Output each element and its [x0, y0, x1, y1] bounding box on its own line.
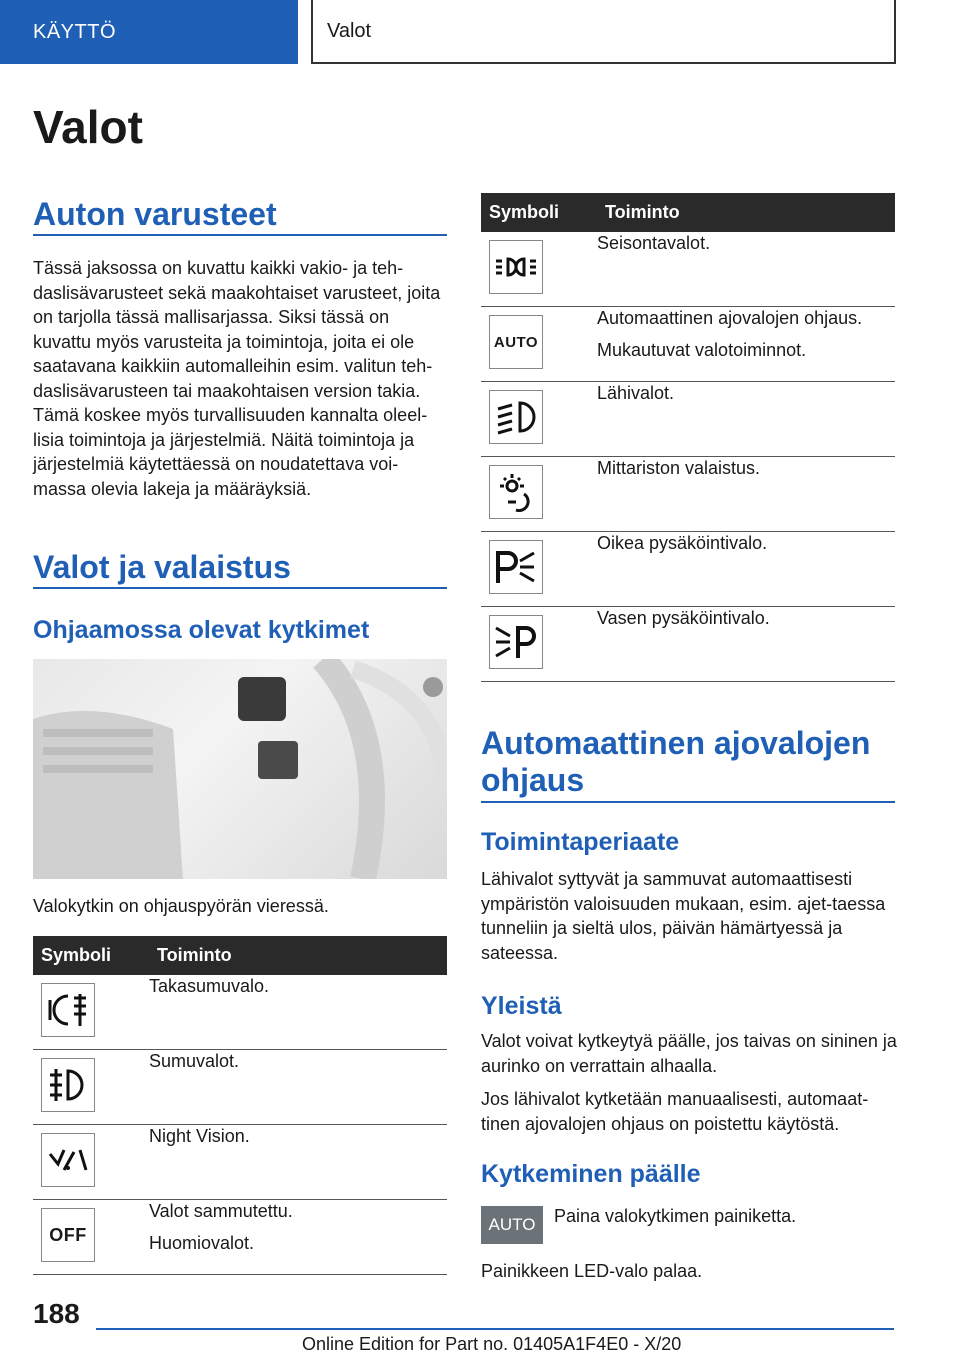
low-beam-icon	[489, 390, 543, 444]
heading-rule	[33, 234, 447, 236]
table-row	[481, 457, 895, 532]
yleista-paragraph-1: Valot voivat kytkeytyä päälle, jos taivas on sininen ja aurinko on verrattain alhaalla.	[481, 1031, 897, 1076]
auto-icon	[489, 315, 543, 369]
page-title: Valot	[33, 101, 143, 153]
auto-icon-label: AUTO	[493, 333, 539, 351]
heading-rule	[33, 587, 447, 589]
rear-fog-light-icon	[41, 983, 95, 1037]
table-row	[33, 1050, 447, 1125]
header-chapter-label: Valot	[327, 19, 372, 42]
table-row	[33, 975, 447, 1050]
led-paragraph: Painikkeen LED-valo palaa.	[481, 1261, 703, 1281]
function-text: Huomiovalot.	[149, 1233, 255, 1253]
photo-caption: Valokytkin on ohjauspyörän vieressä.	[33, 896, 329, 916]
toimintaperiaate-paragraph: Lähivalot syttyvät ja sammuvat automaattisesti ympäristön valoisuuden mukaan, esim. ajet-taessa tunneliin ja sieltä ulos, päivän hämärtyessä ja sateessa.	[481, 869, 886, 963]
heading-auto-line1: Automaattinen ajovalojen	[481, 725, 871, 761]
heading-valot-ja-valaistus: Valot ja valaistus	[33, 549, 291, 585]
function-text: Seisontavalot.	[597, 233, 711, 253]
function-text: Mukautuvat valotoiminnot.	[597, 340, 807, 360]
intro-paragraph: Tässä jaksossa on kuvattu kaikki vakio- ja teh-daslisävarusteet sekä maakohtaiset varusteet, joita on tarjolla tässä mallisarjassa. Siksi tässä on kuvattu myös varusteita ja toimintoja, joita ei ole saatavana kaikkiin automalleihin esim. valitun teh-daslisävarusteen tai maakohtaisen version takia. Tämä koskee myös turvallisuuden kannalta oleel-lisia toimintoja ja järjestelmiä. Näitä toimintoja ja järjestelmiä käytettäessä on noudatettava voi-massa olevia lakeja ja määräyksiä.	[33, 258, 441, 499]
left-parking-light-icon	[489, 615, 543, 669]
footer-rule	[96, 1328, 894, 1330]
cockpit-illustration	[33, 659, 447, 879]
heading-yleista: Yleistä	[481, 992, 562, 1020]
parking-lights-icon	[489, 240, 543, 294]
fog-lights-icon	[41, 1058, 95, 1112]
page-number: 188	[33, 1298, 80, 1329]
table-row	[33, 1200, 447, 1275]
paina-paragraph: Paina valokytkimen painiketta.	[554, 1206, 797, 1226]
light-switch-photo	[33, 659, 447, 879]
heading-toimintaperiaate: Toimintaperiaate	[481, 828, 680, 856]
switch-symbol-table	[33, 936, 447, 1275]
table-row	[481, 232, 895, 307]
night-vision-icon	[41, 1133, 95, 1187]
right-parking-light-icon	[489, 540, 543, 594]
function-text: Lähivalot.	[597, 383, 675, 403]
function-text: Automaattinen ajovalojen ohjaus.	[597, 308, 863, 328]
col-function: Toiminto	[597, 193, 895, 232]
table-row	[481, 382, 895, 457]
footer-text: Online Edition for Part no. 01405A1F4E0 - X/20	[302, 1334, 682, 1354]
auto-button-icon	[481, 1206, 543, 1244]
function-text: Oikea pysäköintivalo.	[597, 533, 768, 553]
function-text: Sumuvalot.	[149, 1051, 240, 1071]
table-row	[481, 607, 895, 682]
heading-auto-line2: ohjaus	[481, 762, 585, 798]
yleista-paragraph-2: Jos lähivalot kytketään manuaalisesti, automaat-tinen ajovalojen ohjaus on poistettu käytöstä.	[481, 1089, 869, 1134]
light-symbol-table	[481, 193, 895, 682]
heading-auton-varusteet: Auton varusteet	[33, 196, 277, 232]
function-text: Mittariston valaistus.	[597, 458, 761, 478]
instrument-lighting-icon	[489, 465, 543, 519]
off-icon-label: OFF	[49, 1224, 87, 1245]
header-section	[0, 0, 298, 64]
function-text: Takasumuvalo.	[149, 976, 270, 996]
heading-rule	[481, 801, 895, 803]
table-row	[33, 1125, 447, 1200]
header-section-label: KÄYTTÖ	[33, 20, 117, 43]
function-text: Vasen pysäköintivalo.	[597, 608, 770, 628]
function-text: Valot sammutettu.	[149, 1201, 293, 1221]
table-row	[481, 307, 895, 382]
function-text: Night Vision.	[149, 1126, 250, 1146]
heading-ohjaamossa: Ohjaamossa olevat kytkimet	[33, 616, 370, 644]
off-icon	[41, 1208, 95, 1262]
auto-button-label: AUTO	[488, 1215, 536, 1234]
col-symbol: Symboli	[481, 193, 597, 232]
header-chapter	[311, 0, 896, 64]
table-row	[481, 532, 895, 607]
col-function: Toiminto	[149, 936, 447, 975]
heading-kytkeminen: Kytkeminen päälle	[481, 1160, 701, 1188]
col-symbol: Symboli	[33, 936, 149, 975]
